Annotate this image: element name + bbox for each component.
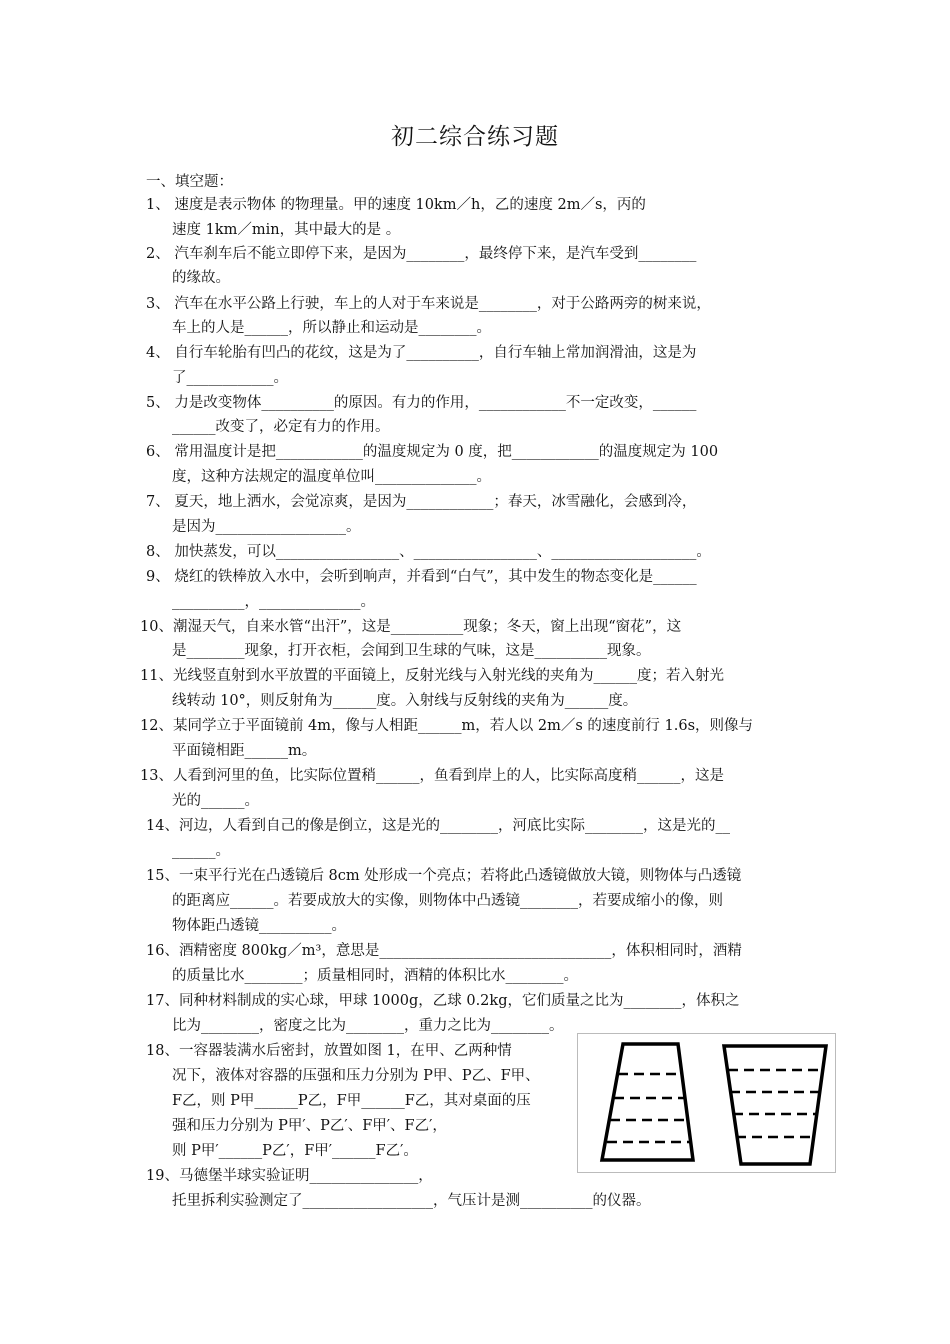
question-line: 的缘故。 [172, 270, 230, 286]
question-line: 2、 汽车刹车后不能立即停下来，是因为________，最终停下来，是汽车受到________ [146, 246, 697, 262]
question-line: 1、 速度是表示物体 的物理量。甲的速度 10km／h，乙的速度 2m／s，丙的 [146, 197, 646, 213]
question-line: 况下，液体对容器的压强和压力分别为 P甲、P乙、F甲、 [172, 1068, 540, 1084]
question-line: 的质量比水________；质量相同时，酒精的体积比水________。 [172, 968, 578, 984]
question-line: 18、一容器装满水后密封，放置如图 1，在甲、乙两种情 [146, 1043, 512, 1059]
question-line: 9、 烧红的铁棒放入水中，会听到响声，并看到“白气”，其中发生的物态变化是______ [146, 569, 697, 585]
section-heading: 一、填空题： [146, 174, 233, 190]
question-line: 5、 力是改变物体__________的原因。有力的作用，____________不一定改变，______ [146, 395, 697, 411]
question-line: 15、一束平行光在凸透镜后 8cm 处形成一个亮点；若将此凸透镜做放大镜，则物体与凸透镜 [146, 868, 742, 884]
question-line: 12、某同学立于平面镜前 4m，像与人相距______m，若人以 2m／s 的速度前行 1.6s，则像与 [140, 718, 754, 734]
containers-diagram [578, 1034, 835, 1172]
question-line: 7、 夏天，地上洒水，会觉凉爽，是因为____________；春天，冰雪融化，会感到冷， [146, 494, 697, 510]
question-line: 比为________，密度之比为________，重力之比为________。 [172, 1018, 564, 1034]
question-line: ______改变了，必定有力的作用。 [172, 419, 390, 435]
question-line: 13、人看到河里的鱼，比实际位置稍______，鱼看到岸上的人，比实际高度稍______，这是 [140, 768, 724, 784]
question-line: 度，这种方法规定的温度单位叫______________。 [172, 469, 491, 485]
question-line: 物体距凸透镜__________。 [172, 918, 346, 934]
question-line: 8、 加快蒸发，可以_________________、_________________、____________________。 [146, 544, 711, 560]
page-title: 初二综合练习题 [391, 124, 559, 150]
question-line: 10、潮湿天气，自来水管“出汗”，这是__________现象；冬天，窗上出现“窗花”，这 [140, 619, 682, 635]
question-line: 3、 汽车在水平公路上行驶，车上的人对于车来说是________，对于公路两旁的树来说， [146, 296, 711, 312]
question-line: 光的______。 [172, 793, 259, 809]
question-line: 则 P甲′______P乙′，F甲′______F乙′。 [172, 1143, 418, 1159]
question-line: 是因为__________________。 [172, 519, 361, 535]
question-line: 4、 自行车轮胎有凹凸的花纹，这是为了__________，自行车轴上常加润滑油，这是为 [146, 345, 697, 361]
question-line: 的距离应______。若要成放大的实像，则物体中凸透镜________，若要成缩小的像，则 [172, 893, 723, 909]
question-line: 了____________。 [172, 370, 288, 386]
question-line: F乙，则 P甲______P乙，F甲______F乙，其对桌面的压 [172, 1093, 531, 1109]
question-line: 平面镜相距______m。 [172, 743, 317, 759]
question-line: ______。 [172, 843, 230, 859]
question-line: 17、同种材料制成的实心球，甲球 1000g，乙球 0.2kg，它们质量之比为________，体积之 [146, 993, 740, 1009]
question-line: 6、 常用温度计是把____________的温度规定为 0 度，把____________的温度规定为 100 [146, 444, 719, 460]
question-line: 是________现象，打开衣柜，会闻到卫生球的气味，这是__________现象。 [172, 643, 651, 659]
question-line: __________，______________。 [172, 594, 375, 610]
question-line: 强和压力分别为 P甲′、P乙′、F甲′、F乙′， [172, 1118, 447, 1134]
question-line: 托里拆利实验测定了__________________，气压计是测__________的仪器。 [172, 1193, 651, 1209]
question-line: 14、河边，人看到自己的像是倒立，这是光的________，河底比实际________，这是光的__ [146, 818, 730, 834]
container-figure [577, 1033, 836, 1173]
question-line: 速度 1km／min，其中最大的是 。 [172, 222, 401, 238]
container-yi [724, 1046, 826, 1164]
question-line: 16、酒精密度 800kg／m³，意思是________________________________，体积相同时，酒精 [146, 943, 742, 959]
question-line: 线转动 10°，则反射角为______度。入射线与反射线的夹角为______度。 [172, 693, 638, 709]
question-line: 车上的人是______，所以静止和运动是________。 [172, 320, 491, 336]
question-line: 19、马德堡半球实验证明_______________， [146, 1168, 433, 1184]
question-line: 11、光线竖直射到水平放置的平面镜上，反射光线与入射光线的夹角为______度；若入射光 [140, 668, 724, 684]
